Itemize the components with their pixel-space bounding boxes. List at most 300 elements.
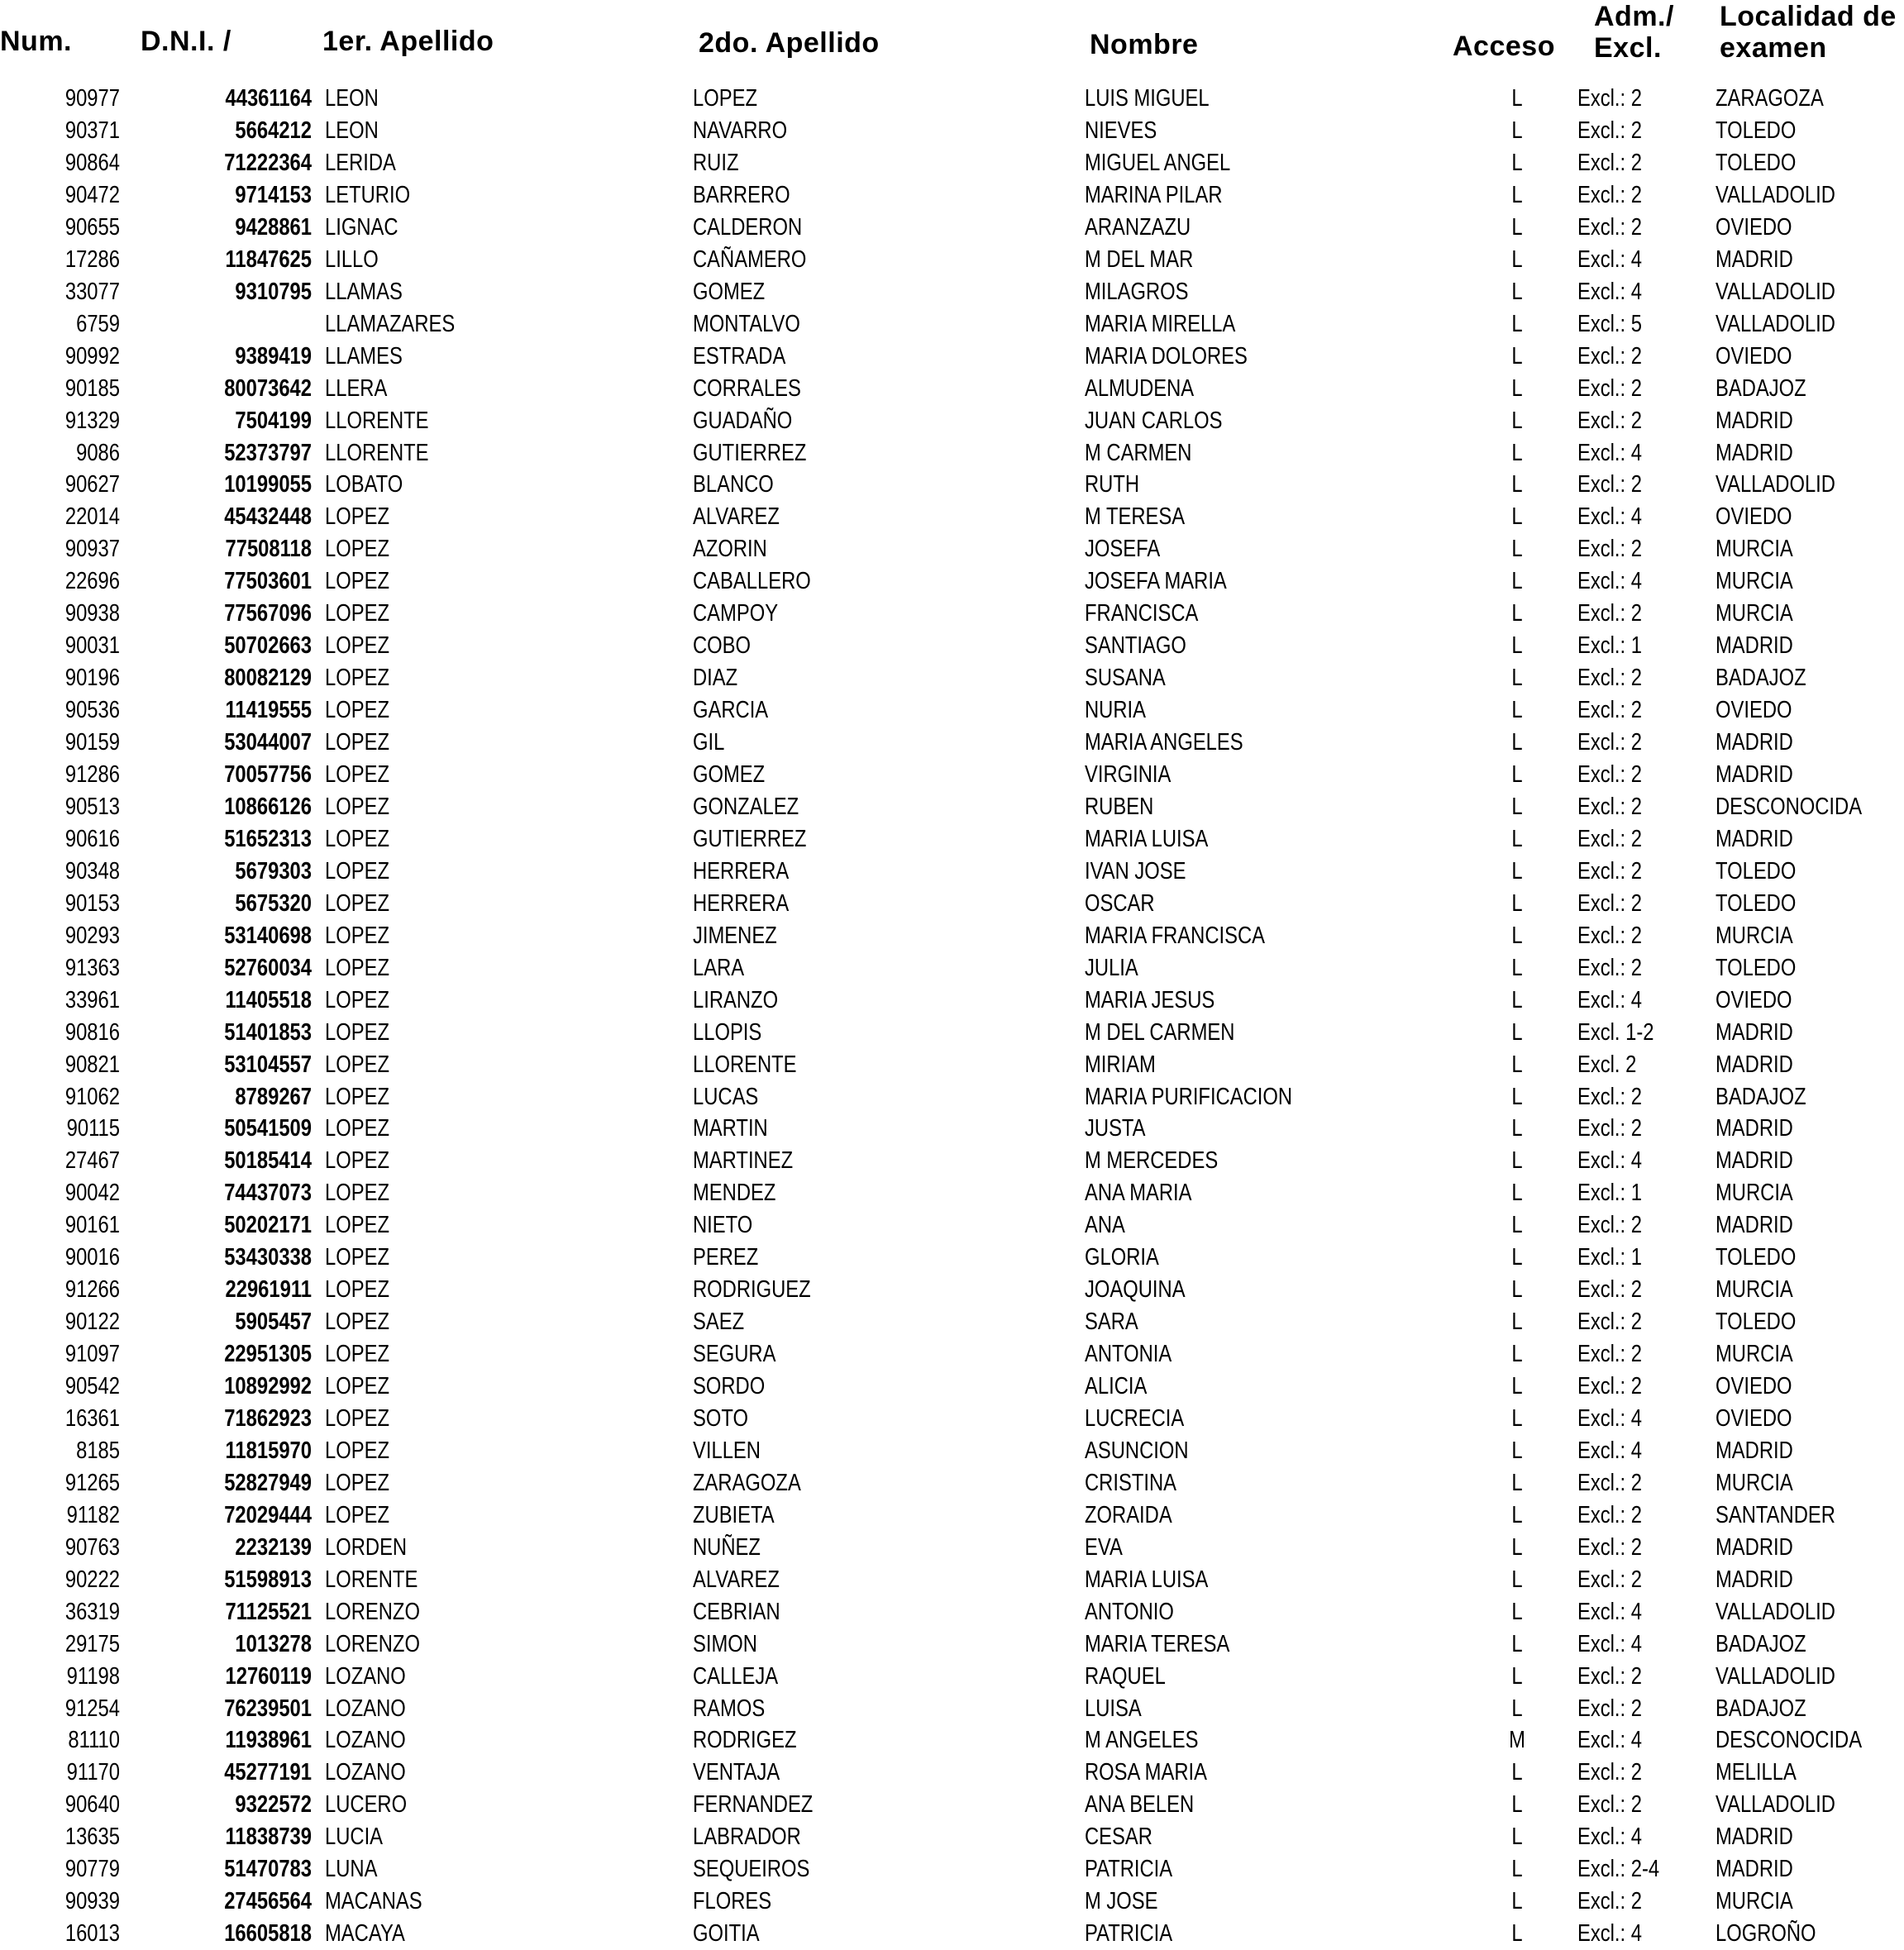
localidad-cell: MURCIA bbox=[1716, 1469, 1793, 1496]
localidad-cell: MURCIA bbox=[1716, 536, 1793, 563]
table-row bbox=[0, 1371, 1904, 1403]
apellido1-cell: LOPEZ bbox=[325, 1147, 389, 1175]
apellido2-cell: CALDERON bbox=[693, 213, 803, 241]
acceso-cell: L bbox=[1511, 1276, 1523, 1304]
apellido2-cell: LARA bbox=[693, 954, 745, 981]
num-cell: 90977 bbox=[64, 85, 120, 112]
apellido2-cell: VENTAJA bbox=[693, 1759, 780, 1786]
apellido2-cell: HERRERA bbox=[693, 889, 790, 917]
apellido2-cell: DIAZ bbox=[693, 665, 738, 692]
localidad-cell: LOGROÑO bbox=[1716, 1920, 1816, 1948]
apellido2-cell: HERRERA bbox=[693, 857, 790, 884]
table-row bbox=[0, 276, 1904, 308]
table-row bbox=[0, 373, 1904, 405]
localidad-cell: MADRID bbox=[1716, 1051, 1793, 1078]
localidad-cell: MURCIA bbox=[1716, 600, 1793, 627]
apellido1-cell: LOPEZ bbox=[325, 1051, 389, 1078]
adm-excl-cell: Excl.: 2 bbox=[1577, 149, 1642, 176]
acceso-cell: L bbox=[1511, 1115, 1523, 1142]
num-cell: 91254 bbox=[64, 1695, 120, 1722]
nombre-cell: MARIA DOLORES bbox=[1085, 342, 1248, 369]
localidad-cell: MADRID bbox=[1716, 761, 1793, 788]
apellido1-cell: LOPEZ bbox=[325, 568, 389, 595]
apellido2-cell: GIL bbox=[693, 729, 725, 756]
table-row bbox=[0, 308, 1904, 341]
nombre-cell: OSCAR bbox=[1085, 889, 1155, 917]
nombre-cell: SUSANA bbox=[1085, 665, 1166, 692]
num-cell: 91182 bbox=[66, 1501, 120, 1528]
dni-cell: 9322572 bbox=[235, 1791, 312, 1819]
localidad-cell: TOLEDO bbox=[1716, 1244, 1797, 1271]
nombre-cell: ANTONIA bbox=[1085, 1341, 1172, 1368]
nombre-cell: MARIA LUISA bbox=[1085, 1566, 1209, 1593]
acceso-cell: L bbox=[1511, 246, 1523, 273]
table-row bbox=[0, 405, 1904, 437]
acceso-cell: L bbox=[1511, 857, 1523, 884]
nombre-cell: CRISTINA bbox=[1085, 1469, 1176, 1496]
num-cell: 90779 bbox=[64, 1856, 120, 1883]
acceso-cell: L bbox=[1511, 1212, 1523, 1239]
adm-excl-cell: Excl.: 1 bbox=[1577, 632, 1642, 660]
table-row bbox=[0, 179, 1904, 212]
localidad-cell: OVIEDO bbox=[1716, 1373, 1792, 1399]
num-cell: 22014 bbox=[64, 503, 120, 531]
acceso-cell: L bbox=[1511, 793, 1523, 820]
dni-cell: 11419555 bbox=[225, 697, 312, 724]
acceso-cell: L bbox=[1511, 1920, 1523, 1948]
table-row bbox=[0, 501, 1904, 533]
dni-cell: 71125521 bbox=[225, 1598, 312, 1625]
adm-excl-cell: Excl.: 2 bbox=[1577, 761, 1642, 788]
apellido1-cell: LLAMAS bbox=[325, 278, 403, 305]
apellido1-cell: MACAYA bbox=[325, 1920, 405, 1948]
num-cell: 91198 bbox=[66, 1662, 120, 1690]
apellido2-cell: SORDO bbox=[693, 1373, 766, 1399]
acceso-cell: L bbox=[1511, 1791, 1523, 1819]
num-cell: 90864 bbox=[64, 149, 120, 176]
localidad-cell: MADRID bbox=[1716, 1115, 1793, 1142]
dni-cell: 45432448 bbox=[224, 503, 312, 531]
dni-cell: 16605818 bbox=[224, 1920, 312, 1948]
apellido1-cell: LOPEZ bbox=[325, 922, 389, 949]
table-row bbox=[0, 1049, 1904, 1081]
apellido2-cell: GUTIERREZ bbox=[693, 825, 807, 852]
apellido1-cell: LORDEN bbox=[325, 1533, 408, 1561]
dni-cell: 77508118 bbox=[225, 536, 312, 563]
apellido1-cell: LUCIA bbox=[325, 1824, 384, 1851]
adm-excl-cell: Excl.: 2 bbox=[1577, 85, 1642, 112]
dni-cell: 10199055 bbox=[224, 471, 312, 498]
table-row bbox=[0, 1596, 1904, 1628]
localidad-cell: MADRID bbox=[1716, 246, 1793, 273]
apellido1-cell: LUCERO bbox=[325, 1791, 408, 1819]
dni-cell: 51401853 bbox=[224, 1018, 312, 1046]
localidad-cell: MURCIA bbox=[1716, 1888, 1793, 1915]
apellido2-cell: GARCIA bbox=[693, 697, 769, 724]
apellido1-cell: LOPEZ bbox=[325, 1276, 389, 1304]
apellido2-cell: LABRADOR bbox=[693, 1824, 801, 1851]
apellido2-cell: GUADAÑO bbox=[693, 407, 793, 434]
table-row bbox=[0, 1532, 1904, 1564]
adm-excl-cell: Excl.: 4 bbox=[1577, 568, 1642, 595]
table-row bbox=[0, 1209, 1904, 1242]
acceso-cell: L bbox=[1511, 181, 1523, 208]
table-row bbox=[0, 791, 1904, 823]
localidad-cell: OVIEDO bbox=[1716, 697, 1792, 724]
num-cell: 90159 bbox=[64, 729, 120, 756]
apellido2-cell: VILLEN bbox=[693, 1437, 761, 1464]
adm-excl-cell: Excl.: 2 bbox=[1577, 1341, 1642, 1368]
acceso-cell: L bbox=[1511, 1405, 1523, 1432]
dni-cell: 5675320 bbox=[235, 889, 312, 917]
acceso-cell: L bbox=[1511, 310, 1523, 337]
localidad-cell: MELILLA bbox=[1716, 1759, 1797, 1786]
apellido1-cell: LILLO bbox=[325, 246, 379, 273]
apellido1-cell: LLORENTE bbox=[325, 407, 429, 434]
table-row bbox=[0, 662, 1904, 694]
apellido2-cell: RODRIGEZ bbox=[693, 1727, 797, 1754]
header-localidad-line2: examen bbox=[1720, 32, 1827, 64]
nombre-cell: RUTH bbox=[1085, 471, 1140, 498]
num-cell: 90939 bbox=[64, 1888, 120, 1915]
adm-excl-cell: Excl.: 5 bbox=[1577, 310, 1642, 337]
nombre-cell: CESAR bbox=[1085, 1824, 1152, 1851]
table-row bbox=[0, 437, 1904, 470]
localidad-cell: TOLEDO bbox=[1716, 1309, 1797, 1336]
apellido1-cell: LERIDA bbox=[325, 149, 396, 176]
nombre-cell: ARANZAZU bbox=[1085, 213, 1191, 241]
table-row bbox=[0, 1757, 1904, 1789]
table-row bbox=[0, 1242, 1904, 1274]
num-cell: 6759 bbox=[76, 310, 120, 337]
table-row bbox=[0, 1821, 1904, 1853]
nombre-cell: RUBEN bbox=[1085, 793, 1154, 820]
adm-excl-cell: Excl.: 2 bbox=[1577, 407, 1642, 434]
table-row bbox=[0, 1499, 1904, 1532]
nombre-cell: SANTIAGO bbox=[1085, 632, 1186, 660]
adm-excl-cell: Excl.: 2 bbox=[1577, 922, 1642, 949]
localidad-cell: VALLADOLID bbox=[1716, 278, 1835, 305]
adm-excl-cell: Excl.: 2 bbox=[1577, 1501, 1642, 1528]
apellido2-cell: FLORES bbox=[693, 1888, 772, 1915]
nombre-cell: LUCRECIA bbox=[1085, 1405, 1185, 1432]
nombre-cell: MIRIAM bbox=[1085, 1051, 1156, 1078]
localidad-cell: VALLADOLID bbox=[1716, 471, 1835, 498]
apellido2-cell: SEQUEIROS bbox=[693, 1856, 810, 1883]
header-apellido1: 1er. Apellido bbox=[322, 26, 494, 57]
nombre-cell: M MERCEDES bbox=[1085, 1147, 1219, 1175]
acceso-cell: L bbox=[1511, 1309, 1523, 1336]
dni-cell: 11815970 bbox=[225, 1437, 312, 1464]
table-row bbox=[0, 1628, 1904, 1661]
num-cell: 33077 bbox=[64, 278, 120, 305]
localidad-cell: OVIEDO bbox=[1716, 1405, 1792, 1432]
table-row bbox=[0, 1403, 1904, 1435]
table-row bbox=[0, 598, 1904, 630]
nombre-cell: MIGUEL ANGEL bbox=[1085, 149, 1231, 176]
localidad-cell: TOLEDO bbox=[1716, 149, 1797, 176]
nombre-cell: LUISA bbox=[1085, 1695, 1142, 1722]
table-row bbox=[0, 759, 1904, 791]
adm-excl-cell: Excl.: 2 bbox=[1577, 1533, 1642, 1561]
localidad-cell: VALLADOLID bbox=[1716, 181, 1835, 208]
nombre-cell: M DEL MAR bbox=[1085, 246, 1194, 273]
table-row bbox=[0, 212, 1904, 244]
table-row bbox=[0, 727, 1904, 759]
dni-cell: 80082129 bbox=[224, 665, 312, 692]
apellido1-cell: LOZANO bbox=[325, 1695, 406, 1722]
apellido2-cell: RODRIGUEZ bbox=[693, 1276, 811, 1304]
dni-cell: 22951305 bbox=[224, 1341, 312, 1368]
dni-cell: 9428861 bbox=[235, 213, 312, 241]
nombre-cell: ALMUDENA bbox=[1085, 374, 1195, 402]
adm-excl-cell: Excl.: 4 bbox=[1577, 1920, 1642, 1948]
num-cell: 90122 bbox=[64, 1309, 120, 1336]
num-cell: 90937 bbox=[64, 536, 120, 563]
apellido2-cell: GOITIA bbox=[693, 1920, 760, 1948]
localidad-cell: VALLADOLID bbox=[1716, 1598, 1835, 1625]
acceso-cell: L bbox=[1511, 1888, 1523, 1915]
adm-excl-cell: Excl.: 2 bbox=[1577, 1373, 1642, 1399]
num-cell: 27467 bbox=[64, 1147, 120, 1175]
num-cell: 90185 bbox=[64, 374, 120, 402]
acceso-cell: L bbox=[1511, 1630, 1523, 1657]
adm-excl-cell: Excl.: 4 bbox=[1577, 503, 1642, 531]
apellido1-cell: LOPEZ bbox=[325, 665, 389, 692]
adm-excl-cell: Excl.: 2 bbox=[1577, 536, 1642, 563]
acceso-cell: L bbox=[1511, 1759, 1523, 1786]
apellido2-cell: MONTALVO bbox=[693, 310, 800, 337]
apellido1-cell: LUNA bbox=[325, 1856, 378, 1883]
dni-cell: 50202171 bbox=[224, 1212, 312, 1239]
acceso-cell: M bbox=[1509, 1727, 1525, 1754]
acceso-cell: L bbox=[1511, 85, 1523, 112]
header-adm-line1: Adm./ bbox=[1594, 1, 1674, 32]
adm-excl-cell: Excl.: 4 bbox=[1577, 278, 1642, 305]
header-nombre: Nombre bbox=[1090, 29, 1199, 60]
acceso-cell: L bbox=[1511, 342, 1523, 369]
table-row bbox=[0, 1338, 1904, 1371]
acceso-cell: L bbox=[1511, 632, 1523, 660]
adm-excl-cell: Excl.: 4 bbox=[1577, 986, 1642, 1013]
acceso-cell: L bbox=[1511, 729, 1523, 756]
apellido1-cell: LOPEZ bbox=[325, 1341, 389, 1368]
apellido2-cell: RUIZ bbox=[693, 149, 739, 176]
localidad-cell: MADRID bbox=[1716, 1437, 1793, 1464]
apellido2-cell: COBO bbox=[693, 632, 752, 660]
table-row bbox=[0, 341, 1904, 373]
apellido1-cell: LOPEZ bbox=[325, 600, 389, 627]
nombre-cell: VIRGINIA bbox=[1085, 761, 1172, 788]
dni-cell: 9714153 bbox=[235, 181, 312, 208]
acceso-cell: L bbox=[1511, 278, 1523, 305]
localidad-cell: MADRID bbox=[1716, 1824, 1793, 1851]
apellido2-cell: SOTO bbox=[693, 1405, 748, 1432]
apellido2-cell: BLANCO bbox=[693, 471, 774, 498]
num-cell: 13635 bbox=[64, 1824, 120, 1851]
localidad-cell: MADRID bbox=[1716, 1212, 1793, 1239]
num-cell: 91266 bbox=[64, 1276, 120, 1304]
localidad-cell: MADRID bbox=[1716, 1147, 1793, 1175]
apellido2-cell: ALVAREZ bbox=[693, 1566, 780, 1593]
acceso-cell: L bbox=[1511, 568, 1523, 595]
nombre-cell: PATRICIA bbox=[1085, 1856, 1173, 1883]
apellido2-cell: ALVAREZ bbox=[693, 503, 780, 531]
adm-excl-cell: Excl.: 2 bbox=[1577, 1276, 1642, 1304]
apellido1-cell: LORENTE bbox=[325, 1566, 418, 1593]
apellido1-cell: LOPEZ bbox=[325, 825, 389, 852]
nombre-cell: MARINA PILAR bbox=[1085, 181, 1223, 208]
adm-excl-cell: Excl.: 4 bbox=[1577, 246, 1642, 273]
apellido2-cell: GOMEZ bbox=[693, 761, 766, 788]
adm-excl-cell: Excl.: 4 bbox=[1577, 1727, 1642, 1754]
table-row bbox=[0, 1435, 1904, 1467]
acceso-cell: L bbox=[1511, 1824, 1523, 1851]
dni-cell: 50185414 bbox=[224, 1147, 312, 1175]
table-row bbox=[0, 823, 1904, 856]
apellido1-cell: LOPEZ bbox=[325, 1309, 389, 1336]
apellido2-cell: LOPEZ bbox=[693, 85, 757, 112]
nombre-cell: M CARMEN bbox=[1085, 439, 1192, 466]
apellido1-cell: MACANAS bbox=[325, 1888, 422, 1915]
acceso-cell: L bbox=[1511, 986, 1523, 1013]
dni-cell: 50541509 bbox=[224, 1115, 312, 1142]
dni-cell: 9310795 bbox=[235, 278, 312, 305]
num-cell: 91265 bbox=[64, 1469, 120, 1496]
nombre-cell: ROSA MARIA bbox=[1085, 1759, 1208, 1786]
localidad-cell: BADAJOZ bbox=[1716, 1630, 1806, 1657]
table-row bbox=[0, 694, 1904, 727]
dni-cell: 2232139 bbox=[235, 1533, 312, 1561]
apellido2-cell: CORRALES bbox=[693, 374, 801, 402]
acceso-cell: L bbox=[1511, 1566, 1523, 1593]
num-cell: 90616 bbox=[64, 825, 120, 852]
dni-cell: 11405518 bbox=[225, 986, 312, 1013]
nombre-cell: ALICIA bbox=[1085, 1373, 1148, 1399]
nombre-cell: NURIA bbox=[1085, 697, 1146, 724]
table-row bbox=[0, 1081, 1904, 1113]
acceso-cell: L bbox=[1511, 954, 1523, 981]
apellido2-cell: MARTIN bbox=[693, 1115, 768, 1142]
adm-excl-cell: Excl.: 2 bbox=[1577, 181, 1642, 208]
nombre-cell: JOSEFA MARIA bbox=[1085, 568, 1227, 595]
apellido1-cell: LOPEZ bbox=[325, 503, 389, 531]
acceso-cell: L bbox=[1511, 600, 1523, 627]
table-row bbox=[0, 1113, 1904, 1145]
header-apellido2: 2do. Apellido bbox=[699, 27, 880, 59]
adm-excl-cell: Excl.: 2 bbox=[1577, 857, 1642, 884]
localidad-cell: MADRID bbox=[1716, 439, 1793, 466]
num-cell: 90472 bbox=[64, 181, 120, 208]
table-row bbox=[0, 533, 1904, 565]
table-row bbox=[0, 1564, 1904, 1596]
nombre-cell: JUAN CARLOS bbox=[1085, 407, 1223, 434]
num-cell: 90371 bbox=[64, 117, 120, 144]
num-cell: 91363 bbox=[64, 954, 120, 981]
header-num: Num. bbox=[0, 26, 72, 57]
table-row bbox=[0, 1306, 1904, 1338]
table-row bbox=[0, 244, 1904, 276]
dni-cell: 1013278 bbox=[235, 1630, 312, 1657]
dni-cell: 11847625 bbox=[225, 246, 312, 273]
nombre-cell: FRANCISCA bbox=[1085, 600, 1199, 627]
apellido1-cell: LOPEZ bbox=[325, 1180, 389, 1207]
apellido1-cell: LEON bbox=[325, 117, 379, 144]
apellido1-cell: LOPEZ bbox=[325, 793, 389, 820]
localidad-cell: MURCIA bbox=[1716, 1341, 1793, 1368]
adm-excl-cell: Excl.: 2 bbox=[1577, 1309, 1642, 1336]
num-cell: 90821 bbox=[64, 1051, 120, 1078]
table-row bbox=[0, 1724, 1904, 1757]
acceso-cell: L bbox=[1511, 761, 1523, 788]
header-dni: D.N.I. / bbox=[141, 26, 231, 57]
dni-cell: 52827949 bbox=[224, 1469, 312, 1496]
localidad-cell: MADRID bbox=[1716, 632, 1793, 660]
acceso-cell: L bbox=[1511, 1147, 1523, 1175]
apellido2-cell: MENDEZ bbox=[693, 1180, 776, 1207]
localidad-cell: TOLEDO bbox=[1716, 954, 1797, 981]
dni-cell: 11838739 bbox=[225, 1824, 312, 1851]
localidad-cell: MADRID bbox=[1716, 1018, 1793, 1046]
adm-excl-cell: Excl.: 4 bbox=[1577, 1598, 1642, 1625]
table-row bbox=[0, 115, 1904, 147]
dni-cell: 5679303 bbox=[235, 857, 312, 884]
apellido1-cell: LOPEZ bbox=[325, 889, 389, 917]
acceso-cell: L bbox=[1511, 697, 1523, 724]
apellido1-cell: LOPEZ bbox=[325, 1018, 389, 1046]
dni-cell: 71862923 bbox=[224, 1405, 312, 1432]
acceso-cell: L bbox=[1511, 1533, 1523, 1561]
dni-cell: 10866126 bbox=[224, 793, 312, 820]
localidad-cell: MADRID bbox=[1716, 1533, 1793, 1561]
acceso-cell: L bbox=[1511, 117, 1523, 144]
dni-cell: 5905457 bbox=[235, 1309, 312, 1336]
dni-cell: 27456564 bbox=[224, 1888, 312, 1915]
dni-cell: 51470783 bbox=[224, 1856, 312, 1883]
apellido1-cell: LLAMES bbox=[325, 342, 403, 369]
dni-cell: 12760119 bbox=[225, 1662, 312, 1690]
num-cell: 90161 bbox=[64, 1212, 120, 1239]
adm-excl-cell: Excl.: 2 bbox=[1577, 793, 1642, 820]
apellido1-cell: LORENZO bbox=[325, 1598, 420, 1625]
adm-excl-cell: Excl.: 2 bbox=[1577, 600, 1642, 627]
apellido1-cell: LLORENTE bbox=[325, 439, 429, 466]
acceso-cell: L bbox=[1511, 825, 1523, 852]
nombre-cell: JULIA bbox=[1085, 954, 1138, 981]
nombre-cell: MARIA MIRELLA bbox=[1085, 310, 1236, 337]
nombre-cell: JOSEFA bbox=[1085, 536, 1161, 563]
dni-cell: 50702663 bbox=[224, 632, 312, 660]
localidad-cell: OVIEDO bbox=[1716, 986, 1792, 1013]
adm-excl-cell: Excl.: 2 bbox=[1577, 117, 1642, 144]
adm-excl-cell: Excl.: 2-4 bbox=[1577, 1856, 1660, 1883]
table-row bbox=[0, 1853, 1904, 1886]
apellido1-cell: LLERA bbox=[325, 374, 388, 402]
num-cell: 90042 bbox=[64, 1180, 120, 1207]
localidad-cell: MURCIA bbox=[1716, 1276, 1793, 1304]
apellido2-cell: NIETO bbox=[693, 1212, 753, 1239]
acceso-cell: L bbox=[1511, 1244, 1523, 1271]
adm-excl-cell: Excl.: 2 bbox=[1577, 697, 1642, 724]
adm-excl-cell: Excl.: 2 bbox=[1577, 471, 1642, 498]
num-cell: 29175 bbox=[64, 1630, 120, 1657]
dni-cell: 80073642 bbox=[224, 374, 312, 402]
table-row bbox=[0, 1017, 1904, 1049]
table-row bbox=[0, 1177, 1904, 1209]
dni-cell: 53044007 bbox=[224, 729, 312, 756]
apellido1-cell: LOPEZ bbox=[325, 1501, 389, 1528]
dni-cell: 76239501 bbox=[224, 1695, 312, 1722]
